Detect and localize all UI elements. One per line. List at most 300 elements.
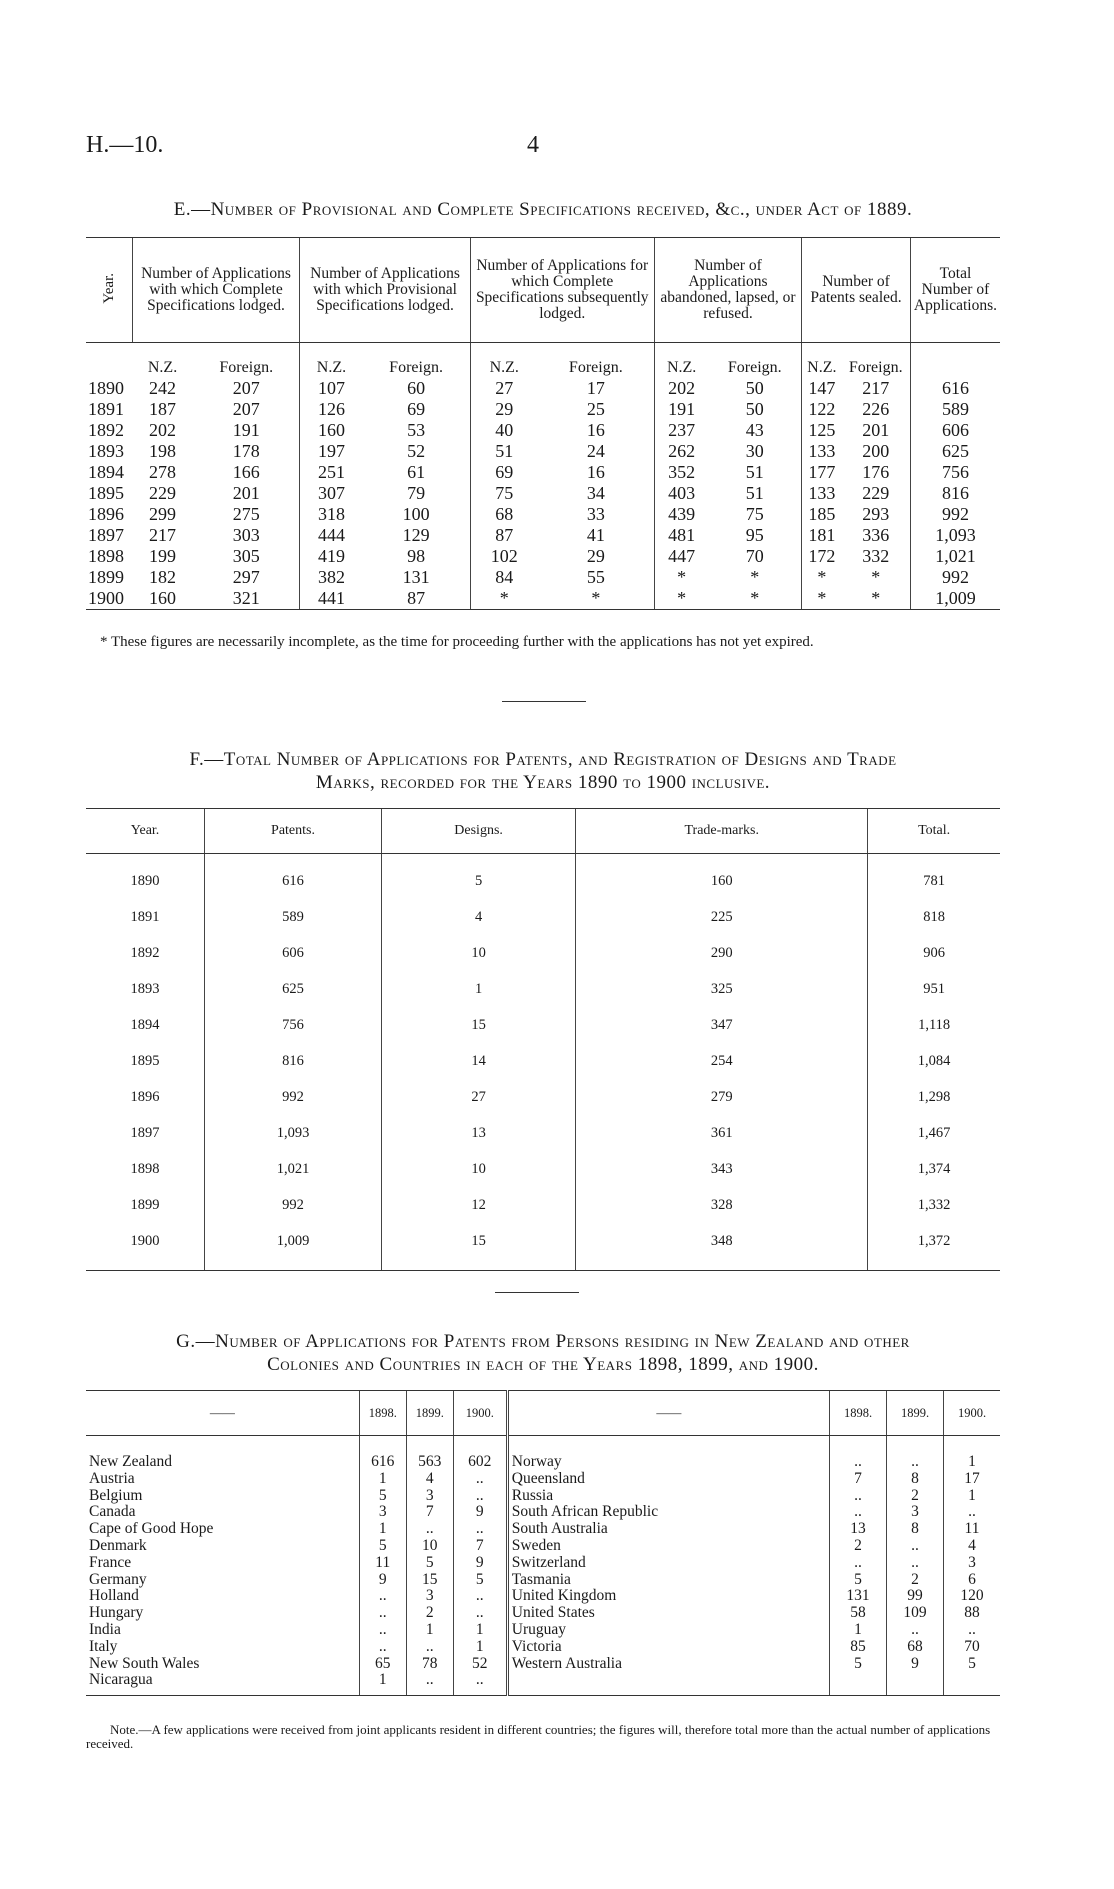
col-complete: Number of Applications with which Complete Specifications lodged. (132, 238, 300, 343)
subheader-cell: Foreign. (568, 359, 623, 376)
row-year: 1898 (88, 546, 124, 566)
section-e-title: E.—Number of Provisional and Complete Specifications received, &c., under Act of 1889. (173, 199, 913, 220)
row-year: 1896 (130, 1088, 160, 1105)
table-cell: 347 (576, 1007, 868, 1043)
table-cell: 24 (586, 441, 605, 461)
table-cell: 332 (862, 546, 890, 566)
table-cell: .. (453, 1471, 507, 1488)
table-cell: 816 (910, 483, 1000, 504)
table-cell: 2 (830, 1538, 887, 1555)
country-name (507, 1504, 829, 1521)
table-cell: 1,467 (868, 1115, 1000, 1151)
subheader-cell: Foreign. (389, 359, 443, 376)
table-cell: 172 (802, 546, 842, 567)
table-cell: 606 (910, 420, 1000, 441)
table-cell: 217 (149, 525, 177, 545)
table-cell: 2 (406, 1605, 453, 1622)
col-1898: 1898. (830, 1391, 887, 1436)
table-cell: .. (359, 1639, 406, 1656)
table-cell: 99 (887, 1588, 944, 1605)
table-cell: 61 (407, 462, 426, 482)
table-cell: 906 (868, 935, 1000, 971)
table-cell: .. (887, 1436, 944, 1471)
table-cell: .. (359, 1622, 406, 1639)
col-provisional: Number of Applications with which Provisional Specifications lodged. (300, 238, 470, 343)
row-year: 1891 (88, 399, 124, 419)
row-year: 1890 (88, 378, 124, 398)
table-cell: 17 (586, 378, 605, 398)
col-1899: 1899. (887, 1391, 944, 1436)
row-year: 1897 (130, 1124, 160, 1141)
subheader-cell: N.Z. (300, 343, 363, 379)
table-cell: 15 (406, 1572, 453, 1589)
row-year: 1894 (88, 462, 124, 482)
table-cell: 343 (576, 1151, 868, 1187)
country-name (507, 1521, 829, 1538)
table-cell: 17 (944, 1471, 1001, 1488)
table-cell: 102 (470, 546, 538, 567)
table-cell: 4 (944, 1538, 1001, 1555)
table-cell: 625 (205, 971, 382, 1007)
section-g-note: Note.—A few applications were received from joint applicants resident in different countries; the figures will, therefore total more than the actual number of applications received. (86, 1722, 991, 1751)
table-cell: 8 (887, 1471, 944, 1488)
table-row (86, 1043, 1000, 1079)
table-cell: 181 (802, 525, 842, 546)
table-cell: 336 (862, 525, 890, 545)
country-label: Uruguay (511, 1620, 566, 1638)
table-cell: 229 (862, 483, 890, 503)
subheader-cell: Foreign. (848, 359, 903, 376)
table-cell: 95 (745, 525, 764, 545)
table-cell: 15 (381, 1007, 575, 1043)
table-cell: 9 (453, 1504, 507, 1521)
table-row (86, 546, 1000, 567)
table-cell: 262 (654, 441, 708, 462)
country-name (507, 1538, 829, 1555)
country-label: Denmark (89, 1536, 147, 1554)
country-label: United Kingdom (511, 1587, 617, 1605)
table-cell: 5 (359, 1538, 406, 1555)
table-cell: 68 (887, 1639, 944, 1656)
table-cell: 1,021 (205, 1151, 382, 1187)
table-cell: 299 (149, 504, 177, 524)
table-cell: 122 (802, 399, 842, 420)
table-cell: 419 (300, 546, 363, 567)
subheader-cell: N.Z. (147, 359, 178, 376)
table-cell: 70 (944, 1639, 1001, 1656)
row-year: 1896 (88, 504, 124, 524)
table-cell: 52 (407, 441, 426, 461)
table-cell: 1 (359, 1521, 406, 1538)
country-label: Western Australia (511, 1654, 622, 1672)
table-cell: 606 (205, 935, 382, 971)
country-label: Italy (89, 1637, 118, 1655)
table-cell: 88 (944, 1605, 1001, 1622)
table-cell: 225 (576, 899, 868, 935)
col-year: Year. (86, 238, 132, 343)
table-cell: 321 (193, 588, 300, 610)
row-year: 1893 (130, 980, 160, 997)
table-cell: * (802, 588, 842, 610)
table-cell: 5 (830, 1572, 887, 1589)
table-row (86, 462, 1000, 483)
table-cell: 217 (862, 378, 890, 398)
country-label: New Zealand (89, 1453, 173, 1470)
country-name (507, 1605, 829, 1622)
table-row (86, 935, 1000, 971)
table-cell: .. (453, 1521, 507, 1538)
table-cell: 1,009 (910, 588, 1000, 610)
table-cell: 25 (586, 399, 605, 419)
table-cell: .. (359, 1605, 406, 1622)
table-cell: 992 (910, 567, 1000, 588)
table-cell: 33 (586, 504, 605, 524)
table-cell: 1 (359, 1471, 406, 1488)
table-cell: 589 (910, 399, 1000, 420)
table-cell: 79 (407, 483, 426, 503)
table-cell: 133 (802, 441, 842, 462)
row-year: 1899 (130, 1196, 160, 1213)
table-row (86, 1605, 1000, 1622)
table-cell: 78 (406, 1656, 453, 1673)
table-cell (944, 1672, 1001, 1695)
table-cell: 43 (745, 420, 764, 440)
table-cell: 5 (381, 854, 575, 900)
table-cell: 4 (381, 899, 575, 935)
col-total: Total Number of Applications. (910, 238, 1000, 343)
country-label: Russia (511, 1486, 554, 1504)
table-cell: .. (887, 1622, 944, 1639)
table-cell: 51 (745, 462, 764, 482)
table-cell (830, 1672, 887, 1695)
table-cell: 199 (149, 546, 177, 566)
table-cell: 109 (887, 1605, 944, 1622)
subheader-cell (86, 343, 132, 379)
table-cell: 200 (862, 441, 890, 461)
country-name (86, 1471, 359, 1488)
table-cell: 34 (586, 483, 605, 503)
table-cell: * (654, 588, 708, 610)
table-cell: 447 (654, 546, 708, 567)
table-cell: 27 (470, 378, 538, 399)
table-row (86, 1187, 1000, 1223)
table-cell: 55 (586, 567, 605, 587)
table-cell: 16 (586, 420, 605, 440)
country-label: Sweden (511, 1536, 561, 1554)
table-cell: 50 (745, 378, 764, 398)
country-name (86, 1588, 359, 1605)
table-cell: 382 (300, 567, 363, 588)
table-row (86, 399, 1000, 420)
table-cell: 602 (453, 1436, 507, 1471)
table-row (86, 899, 1000, 935)
section-f-title: F.—Total Number of Applications for Patents, and Registration of Designs and Trade Marks, recorded for the Years 1890 to 1900 inclusive. (189, 749, 897, 793)
table-row (86, 441, 1000, 462)
country-label: Belgium (89, 1486, 143, 1504)
table-cell: 992 (205, 1187, 382, 1223)
country-label: South Australia (511, 1520, 608, 1538)
table-row (86, 1436, 1000, 1471)
table-cell: * (750, 567, 760, 587)
table-cell: 589 (205, 899, 382, 935)
country-label: Austria (89, 1469, 135, 1487)
table-cell: 3 (406, 1588, 453, 1605)
table-cell: 207 (232, 399, 260, 419)
country-label: Queensland (511, 1469, 585, 1487)
country-label: Hungary (89, 1604, 144, 1622)
table-cell: 756 (910, 462, 1000, 483)
divider (495, 1292, 579, 1293)
row-year: 1891 (130, 908, 160, 925)
table-row (86, 1079, 1000, 1115)
col-sealed: Number of Patents sealed. (802, 238, 911, 343)
table-cell: 1,009 (205, 1223, 382, 1271)
table-cell: 1 (830, 1622, 887, 1639)
table-cell: 84 (470, 567, 538, 588)
table-cell: 9 (359, 1572, 406, 1589)
table-cell: 207 (232, 378, 260, 398)
table-cell: .. (406, 1639, 453, 1656)
row-year: 1893 (88, 441, 124, 461)
table-cell: 9 (453, 1555, 507, 1572)
table-row (86, 1555, 1000, 1572)
table-cell: 52 (453, 1656, 507, 1673)
country-name (86, 1521, 359, 1538)
table-cell: 160 (300, 420, 363, 441)
table-cell: 14 (381, 1043, 575, 1079)
col-1900: 1900. (944, 1391, 1001, 1436)
table-cell: .. (406, 1672, 453, 1695)
subheader-cell: N.Z. (470, 343, 538, 379)
table-cell: 951 (868, 971, 1000, 1007)
country-name (507, 1672, 829, 1695)
table-cell: .. (453, 1605, 507, 1622)
country-name (86, 1605, 359, 1622)
table-cell: 992 (910, 504, 1000, 525)
table-row (86, 1672, 1000, 1695)
table-cell: 166 (232, 462, 260, 482)
table-cell: * (470, 588, 538, 610)
table-cell: 481 (654, 525, 708, 546)
table-cell: 307 (300, 483, 363, 504)
col-1898: 1898. (359, 1391, 406, 1436)
country-name (507, 1588, 829, 1605)
table-cell: 275 (232, 504, 260, 524)
table-row (86, 1488, 1000, 1505)
table-cell: 177 (802, 462, 842, 483)
table-row (86, 1639, 1000, 1656)
country-label: Canada (89, 1503, 136, 1521)
country-name (86, 1538, 359, 1555)
page-number: 4 (527, 132, 539, 158)
table-cell: 5 (830, 1656, 887, 1673)
table-row (86, 567, 1000, 588)
subheader-cell (910, 343, 1000, 379)
country-name (507, 1488, 829, 1505)
table-cell: 125 (802, 420, 842, 441)
table-cell: 198 (149, 441, 177, 461)
table-cell: 5 (359, 1488, 406, 1505)
country-label: Switzerland (511, 1553, 586, 1571)
document-code: H.—10. (86, 132, 164, 158)
row-year: 1894 (130, 1016, 160, 1033)
table-cell: .. (887, 1538, 944, 1555)
table-cell: .. (944, 1504, 1001, 1521)
country-name (86, 1639, 359, 1656)
table-cell: 1,372 (868, 1223, 1000, 1271)
table-row (86, 1115, 1000, 1151)
table-cell: 361 (576, 1115, 868, 1151)
table-cell: 226 (862, 399, 890, 419)
table-cell: 129 (402, 525, 430, 545)
subheader-row (86, 343, 1000, 379)
table-cell: 160 (132, 588, 193, 610)
country-label: United States (511, 1604, 595, 1622)
table-cell: 444 (300, 525, 363, 546)
table-row (86, 1572, 1000, 1589)
subheader-cell: Foreign. (219, 359, 274, 376)
table-cell: 1 (944, 1488, 1001, 1505)
table-cell: 7 (830, 1471, 887, 1488)
table-e (86, 237, 1000, 610)
table-row (86, 504, 1000, 525)
table-cell: * (802, 567, 842, 588)
table-cell: 3 (406, 1488, 453, 1505)
country-label: Cape of Good Hope (89, 1520, 214, 1538)
subheader-cell: N.Z. (802, 343, 842, 379)
table-cell: 251 (300, 462, 363, 483)
table-cell: 5 (406, 1555, 453, 1572)
table-cell: 87 (470, 525, 538, 546)
row-year: 1900 (86, 588, 132, 610)
column-header: Trade-marks. (576, 809, 868, 854)
table-cell: 60 (407, 378, 426, 398)
table-cell: * (842, 588, 911, 610)
column-header: Year. (86, 809, 205, 854)
table-cell: 51 (470, 441, 538, 462)
table-cell: 229 (149, 483, 177, 503)
table-cell: 10 (381, 1151, 575, 1187)
table-row (86, 1588, 1000, 1605)
table-cell: 616 (205, 854, 382, 900)
table-cell: .. (453, 1488, 507, 1505)
table-row (86, 525, 1000, 546)
table-row (86, 378, 1000, 399)
table-cell: 4 (406, 1471, 453, 1488)
col-country-right: —— (507, 1391, 829, 1436)
table-cell: .. (406, 1521, 453, 1538)
table-cell: 185 (802, 504, 842, 525)
table-cell: 51 (745, 483, 764, 503)
country-label: Norway (511, 1453, 562, 1470)
country-name (86, 1488, 359, 1505)
table-cell: .. (830, 1555, 887, 1572)
table-cell: 7 (453, 1538, 507, 1555)
table-cell: 9 (887, 1656, 944, 1673)
table-cell: 563 (406, 1436, 453, 1471)
table-cell: 10 (381, 935, 575, 971)
table-cell: 992 (205, 1079, 382, 1115)
table-cell: 70 (745, 546, 764, 566)
table-cell: 1 (944, 1436, 1001, 1471)
row-year: 1890 (130, 872, 160, 889)
table-cell: 100 (402, 504, 430, 524)
table-cell: 297 (232, 567, 260, 587)
country-name (507, 1436, 829, 1471)
table-cell: 7 (406, 1504, 453, 1521)
table-cell: * (871, 567, 881, 587)
table-cell: 75 (745, 504, 764, 524)
table-row (86, 1656, 1000, 1673)
table-cell: 131 (830, 1588, 887, 1605)
table-cell: 29 (586, 546, 605, 566)
table-cell: 293 (862, 504, 890, 524)
table-cell: 176 (862, 462, 890, 482)
col-1900: 1900. (453, 1391, 507, 1436)
table-cell: 131 (402, 567, 430, 587)
country-name (86, 1622, 359, 1639)
table-cell: * (538, 588, 655, 610)
table-cell: 8 (887, 1521, 944, 1538)
column-header: Designs. (381, 809, 575, 854)
table-cell: 237 (654, 420, 708, 441)
table-cell: 40 (470, 420, 538, 441)
section-e-footnote: * These figures are necessarily incomplete, as the time for proceeding further with the applications has not yet expired. (100, 634, 814, 650)
country-name (507, 1572, 829, 1589)
table-cell: 197 (300, 441, 363, 462)
table-cell: 85 (830, 1639, 887, 1656)
col-abandoned: Number of Applications abandoned, lapsed, or refused. (654, 238, 801, 343)
country-name (507, 1555, 829, 1572)
country-label: Nicaragua (89, 1671, 153, 1689)
table-cell: 756 (205, 1007, 382, 1043)
country-label: South African Republic (511, 1503, 659, 1521)
table-cell: 69 (470, 462, 538, 483)
table-row (86, 1538, 1000, 1555)
country-label: Victoria (511, 1637, 562, 1655)
table-cell: 87 (362, 588, 470, 610)
table-cell: 5 (944, 1656, 1001, 1673)
table-cell: 242 (149, 378, 177, 398)
country-name (86, 1572, 359, 1589)
table-cell: 325 (576, 971, 868, 1007)
table-cell: 348 (576, 1223, 868, 1271)
table-cell: 13 (830, 1521, 887, 1538)
subheader-cell: N.Z. (654, 343, 708, 379)
table-row (86, 1622, 1000, 1639)
row-year: 1895 (88, 483, 124, 503)
table-cell: 187 (149, 399, 177, 419)
country-label: India (89, 1620, 121, 1638)
table-cell: 178 (232, 441, 260, 461)
table-cell: 1,093 (910, 525, 1000, 546)
country-name (507, 1639, 829, 1656)
table-cell: 1,118 (868, 1007, 1000, 1043)
table-row (86, 1521, 1000, 1538)
table-cell (887, 1672, 944, 1695)
table-cell: 625 (910, 441, 1000, 462)
table-cell: 201 (862, 420, 890, 440)
table-cell: * (708, 588, 801, 610)
table-row (86, 971, 1000, 1007)
table-cell: 279 (576, 1079, 868, 1115)
table-cell: 10 (406, 1538, 453, 1555)
table-cell: 126 (300, 399, 363, 420)
table-f (86, 808, 1000, 1271)
row-year: 1895 (130, 1052, 160, 1069)
table-cell: 816 (205, 1043, 382, 1079)
country-name (507, 1656, 829, 1673)
